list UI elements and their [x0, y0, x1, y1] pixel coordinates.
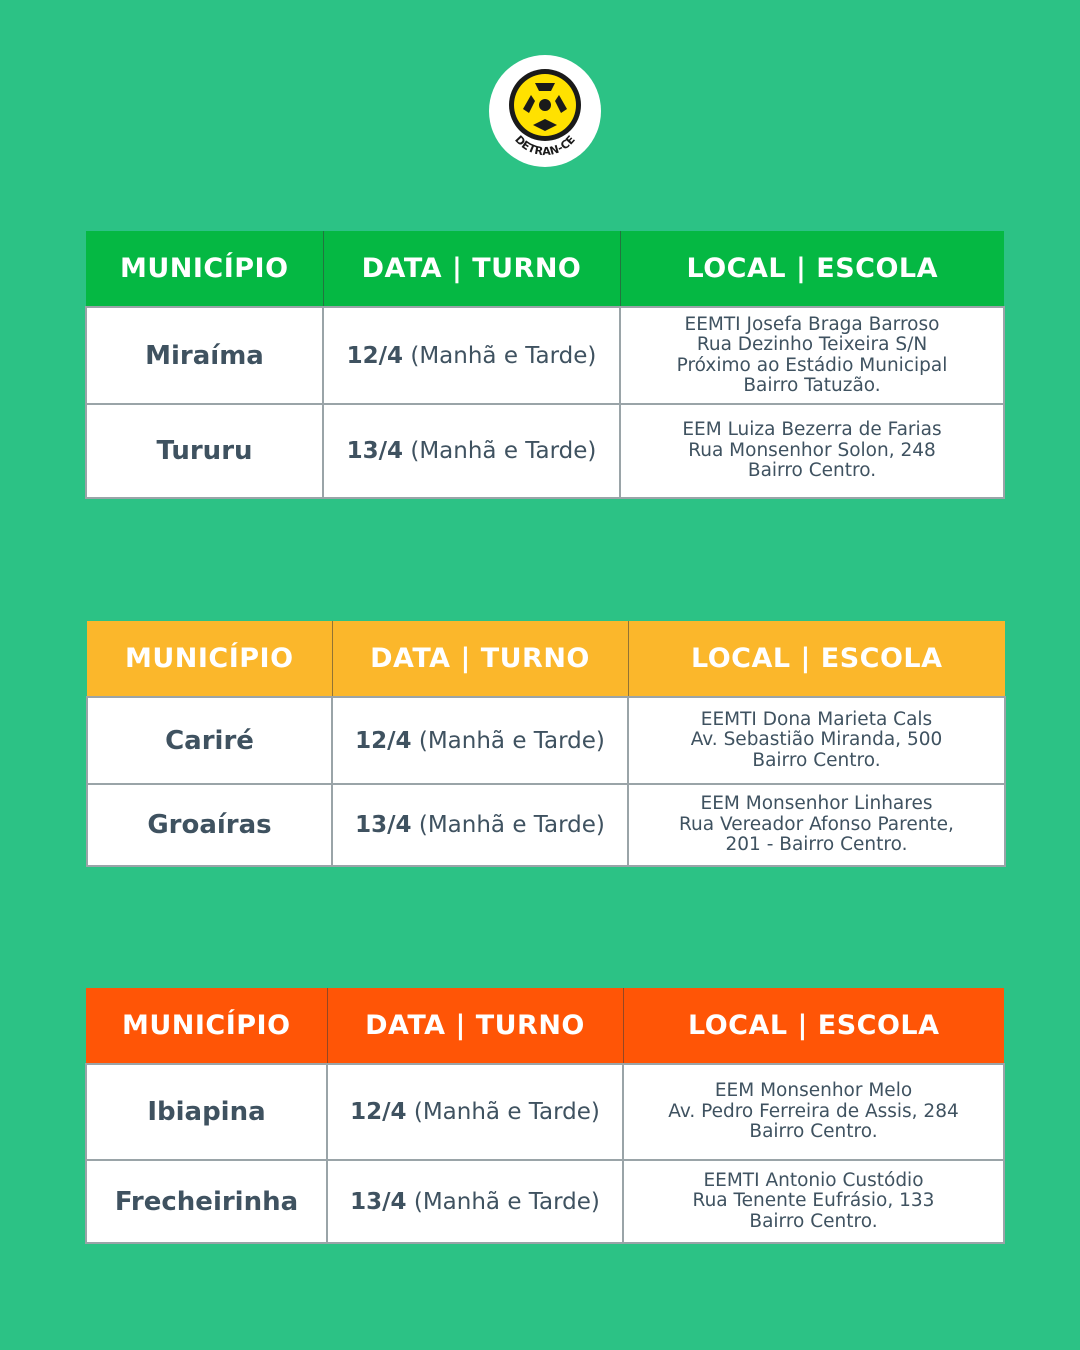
turno-value: (Manhã e Tarde)	[410, 342, 597, 369]
address-line: Rua Vereador Afonso Parente,	[679, 813, 954, 835]
address-line: Próximo ao Estádio Municipal	[676, 354, 948, 376]
municipio-cell: Groaíras	[87, 784, 332, 866]
school-name: EEM Monsenhor Linhares	[700, 793, 933, 815]
svg-text:DETRAN-CE: DETRAN-CE	[512, 133, 578, 159]
address-line: Av. Sebastião Miranda, 500	[690, 729, 943, 751]
neighborhood: Bairro Centro.	[749, 1210, 878, 1232]
data-turno-cell	[327, 1160, 623, 1243]
local-escola-cell	[623, 1160, 1004, 1243]
school-name: EEMTI Antonio Custódio	[703, 1169, 924, 1191]
table-row	[87, 784, 1005, 866]
table-row	[86, 1160, 1004, 1243]
header-local-escola: LOCAL | ESCOLA	[623, 988, 1004, 1064]
date-value: 13/4	[350, 1188, 407, 1215]
data-turno-cell	[332, 697, 628, 784]
neighborhood: Bairro Centro.	[749, 1121, 878, 1143]
detran-logo-icon	[489, 55, 601, 167]
schedule-table-3	[85, 988, 1005, 1244]
address-line: Av. Pedro Ferreira de Assis, 284	[668, 1100, 959, 1122]
turno-value: (Manhã e Tarde)	[413, 1188, 600, 1215]
school-name: EEM Monsenhor Melo	[714, 1080, 913, 1102]
data-turno-cell	[327, 1064, 623, 1160]
local-escola-cell	[620, 307, 1004, 404]
school-name: EEMTI Dona Marieta Cals	[700, 708, 933, 730]
municipio-cell: Ibiapina	[86, 1064, 327, 1160]
data-turno-cell	[323, 307, 620, 404]
date-value: 13/4	[355, 812, 412, 838]
table-header-row	[86, 988, 1004, 1064]
table-row	[87, 697, 1005, 784]
header-municipio: MUNICÍPIO	[86, 231, 323, 307]
table-row	[86, 1064, 1004, 1160]
schedule-table-2	[86, 621, 1006, 867]
neighborhood: 201 - Bairro Centro.	[725, 834, 908, 856]
school-name: EEM Luiza Bezerra de Farias	[682, 419, 942, 441]
data-turno-cell	[323, 404, 620, 498]
local-escola-cell	[628, 784, 1005, 866]
header-municipio: MUNICÍPIO	[87, 621, 332, 697]
header-data-turno: DATA | TURNO	[332, 621, 628, 697]
local-escola-cell	[623, 1064, 1004, 1160]
municipio-cell: Miraíma	[86, 307, 323, 404]
date-value: 12/4	[346, 342, 404, 369]
municipio-cell: Frecheirinha	[86, 1160, 327, 1243]
date-value: 13/4	[346, 438, 404, 464]
date-value: 12/4	[350, 1099, 407, 1125]
header-local-escola: LOCAL | ESCOLA	[628, 621, 1005, 697]
local-escola-cell	[620, 404, 1004, 498]
header-local-escola: LOCAL | ESCOLA	[620, 231, 1004, 307]
date-value: 12/4	[355, 727, 412, 754]
address-line: Rua Dezinho Teixeira S/N	[696, 334, 928, 355]
table-row	[86, 404, 1004, 498]
table-header-row	[87, 621, 1005, 697]
neighborhood: Bairro Centro.	[752, 749, 881, 771]
local-escola-cell	[628, 697, 1005, 784]
address-line: Rua Monsenhor Solon, 248	[688, 439, 936, 461]
municipio-cell: Cariré	[87, 697, 332, 784]
school-name: EEMTI Josefa Braga Barroso	[684, 313, 940, 335]
header-data-turno: DATA | TURNO	[327, 988, 623, 1064]
header-data-turno: DATA | TURNO	[323, 231, 620, 307]
municipio-cell: Tururu	[86, 404, 323, 498]
turno-value: (Manhã e Tarde)	[410, 438, 597, 464]
turno-value: (Manhã e Tarde)	[418, 727, 605, 754]
neighborhood: Bairro Centro.	[747, 460, 877, 482]
turno-value: (Manhã e Tarde)	[413, 1099, 600, 1125]
schedule-table-1	[85, 231, 1005, 499]
table-row	[86, 307, 1004, 404]
detran-ce-logo	[489, 55, 601, 167]
address-line: Rua Tenente Eufrásio, 133	[692, 1190, 935, 1212]
data-turno-cell	[332, 784, 628, 866]
table-header-row	[86, 231, 1004, 307]
neighborhood: Bairro Tatuzão.	[743, 375, 881, 396]
turno-value: (Manhã e Tarde)	[418, 812, 605, 838]
header-municipio: MUNICÍPIO	[86, 988, 327, 1064]
